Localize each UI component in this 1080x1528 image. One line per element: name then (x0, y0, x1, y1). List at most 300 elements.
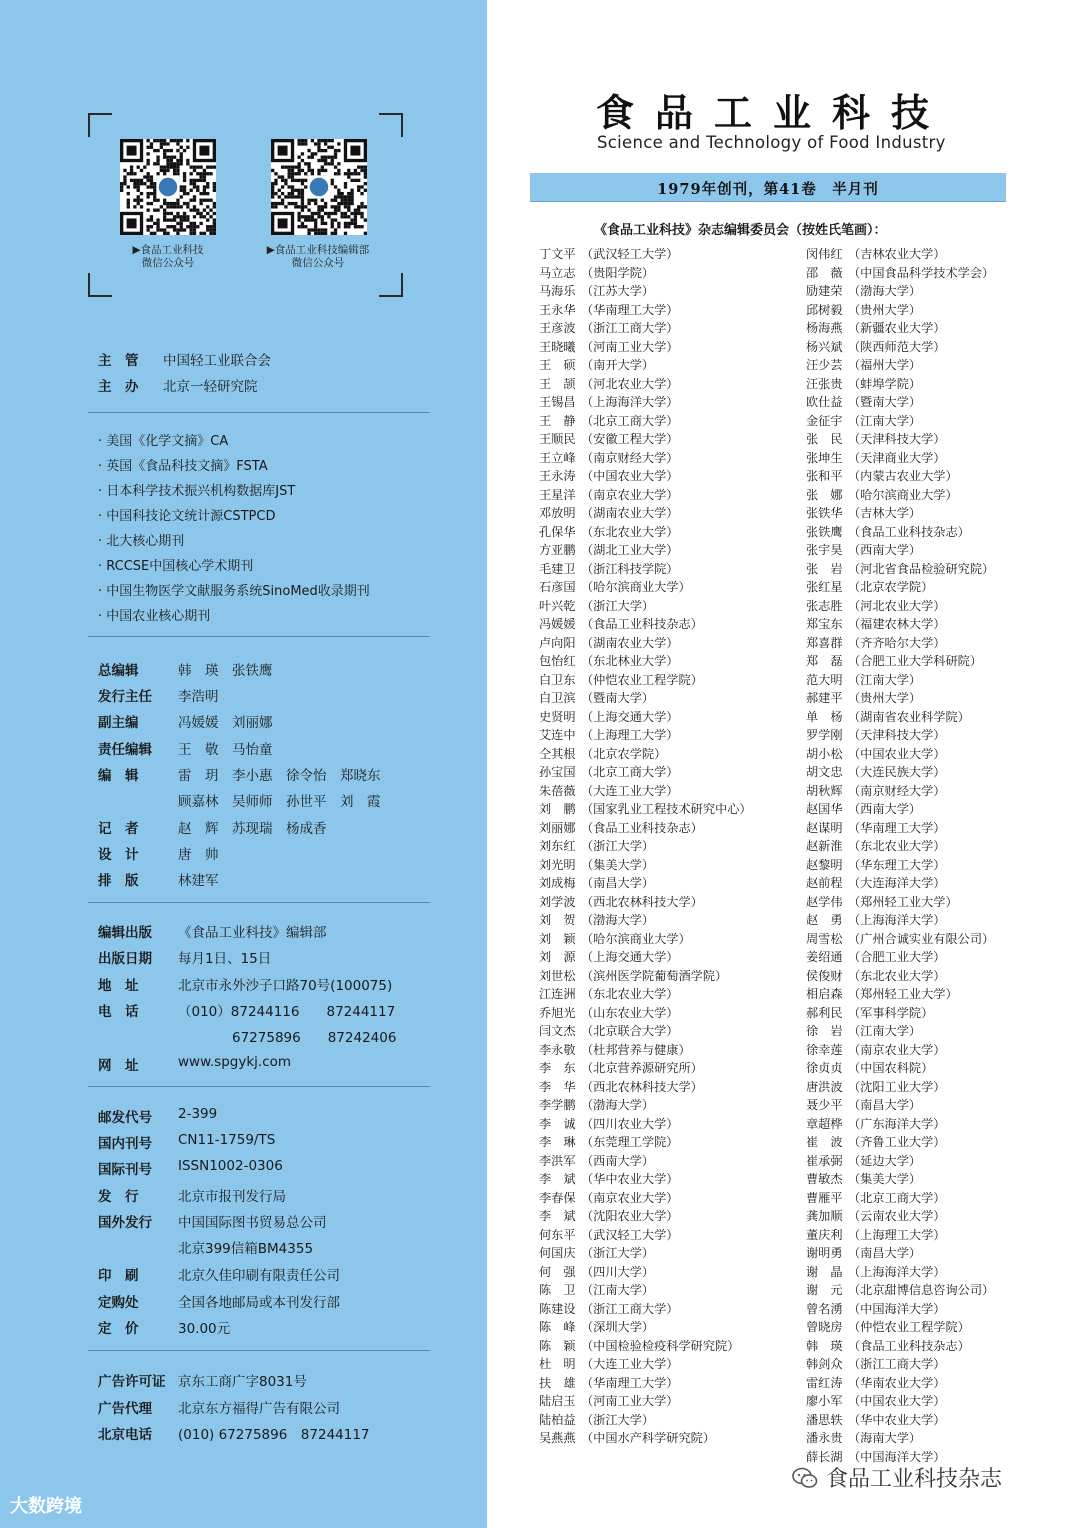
member-name: 单 杨 (806, 709, 843, 724)
distribution-value: 北京久佳印刷有限责任公司 (178, 1268, 340, 1284)
board-member (539, 1392, 752, 1411)
divider (88, 636, 430, 637)
staff-label: 排 版 (98, 873, 139, 889)
member-affiliation: （江南大学） (848, 413, 922, 428)
qr-caption-2 (253, 244, 383, 270)
staff-names: 唐 帅 (178, 847, 219, 863)
board-member (539, 1041, 752, 1060)
member-affiliation: （江南大学） (581, 1283, 655, 1297)
founding-band (530, 173, 1006, 202)
member-name: 汪张贵 (806, 376, 843, 391)
board-member (539, 745, 752, 764)
member-affiliation: （南京财经大学） (848, 783, 946, 798)
board-member (539, 597, 752, 616)
publishing-label: 出版日期 (98, 951, 152, 967)
board-member (539, 356, 752, 375)
board-member (539, 1263, 752, 1282)
divider (88, 902, 430, 903)
distribution-label: 国内刊号 (98, 1136, 152, 1152)
member-affiliation: （上海理工大学） (581, 728, 679, 742)
member-affiliation: （食品工业科技杂志） (581, 820, 703, 835)
member-name: 雷红涛 (806, 1375, 843, 1390)
member-affiliation: （哈尔滨商业大学） (581, 580, 691, 594)
staff-label: 总编辑 (98, 663, 139, 679)
publishing-label: 网 址 (98, 1058, 139, 1074)
index-item: · 北大核心期刊 (98, 534, 185, 549)
member-affiliation: （深圳大学） (581, 1320, 655, 1334)
member-affiliation: （食品工业科技杂志） (581, 617, 703, 631)
sponsor-value-supervisor: 中国轻工业联合会 (163, 353, 271, 369)
board-member (539, 301, 752, 320)
board-member (806, 1152, 994, 1171)
member-affiliation: （集美大学） (848, 1172, 922, 1186)
member-affiliation: （北京农学院） (581, 746, 667, 761)
member-affiliation: （内蒙古农业大学） (848, 469, 958, 483)
member-name: 张坤生 (806, 450, 843, 465)
member-name: 李 华 (539, 1079, 576, 1094)
member-affiliation: （集美大学） (581, 857, 655, 872)
member-name: 胡小松 (806, 746, 843, 761)
member-name: 王顺民 (539, 432, 576, 446)
member-name: 徐贞贞 (806, 1061, 843, 1075)
member-name: 潘永贵 (806, 1431, 843, 1445)
qr-code-wechat-editorial[interactable] (271, 139, 367, 235)
member-name: 王彦波 (539, 321, 576, 335)
member-affiliation: （齐鲁工业大学） (848, 1135, 946, 1149)
board-member (806, 449, 994, 468)
member-affiliation: （贵州大学） (848, 691, 922, 705)
member-affiliation: （四川大学） (581, 1264, 655, 1279)
board-member (539, 911, 752, 930)
member-affiliation: （浙江工商大学） (581, 1301, 679, 1316)
member-name: 刘丽娜 (539, 820, 576, 835)
index-item: · RCCSE中国核心学术期刊 (98, 559, 254, 574)
board-member (539, 560, 752, 579)
board-member (806, 671, 994, 690)
sponsor-label-host: 主 办 (98, 379, 139, 395)
member-name: 赵前程 (806, 876, 843, 890)
board-member (806, 708, 994, 727)
member-affiliation: （浙江工商大学） (581, 321, 679, 335)
publishing-value: （010）87244116 87244117 (178, 1004, 396, 1020)
member-affiliation: （大连海洋大学） (848, 876, 946, 890)
member-name: 陈 峰 (539, 1320, 576, 1334)
board-member (806, 782, 994, 801)
board-member (806, 1355, 994, 1374)
member-name: 包怡红 (539, 654, 576, 668)
member-name: 曾名湧 (806, 1301, 843, 1316)
board-member (539, 967, 752, 986)
member-name: 侯俊财 (806, 968, 843, 983)
board-member (806, 1244, 994, 1263)
member-name: 李 斌 (539, 1209, 576, 1223)
staff-names: 赵 辉 苏现瑞 杨成香 (178, 821, 327, 837)
member-affiliation: （食品工业科技杂志） (848, 524, 970, 539)
board-member (806, 652, 994, 671)
board-member (539, 523, 752, 542)
member-name: 仝其根 (539, 746, 576, 761)
member-affiliation: （中国农业大学） (848, 1394, 946, 1408)
member-name: 郝利民 (806, 1005, 843, 1020)
member-affiliation: （北京工商大学） (581, 413, 679, 428)
member-name: 陈建设 (539, 1301, 576, 1316)
board-member (539, 319, 752, 338)
member-name: 刘 源 (539, 950, 576, 964)
index-item: · 中国生物医学文献服务系统SinoMed收录期刊 (98, 584, 370, 599)
board-member (806, 504, 994, 523)
distribution-value: CN11-1759/TS (178, 1132, 276, 1148)
member-name: 王永华 (539, 302, 576, 317)
member-name: 张 岩 (806, 561, 843, 576)
qr-caption-1-line2: 微信公众号 (141, 257, 195, 269)
board-member (806, 1411, 994, 1430)
member-name: 赵黎明 (806, 857, 843, 872)
member-name: 赵学伟 (806, 894, 843, 909)
member-name: 张铁华 (806, 506, 843, 520)
masthead-title-en: Science and Technology of Food Industry (597, 133, 946, 152)
frame-corner-top-left (88, 113, 112, 137)
board-member (539, 1170, 752, 1189)
member-affiliation: （东莞理工学院） (581, 1135, 679, 1149)
member-affiliation: （北京工商大学） (848, 1190, 946, 1205)
board-member (539, 245, 752, 264)
member-affiliation: （齐齐哈尔大学） (848, 635, 946, 650)
member-name: 王永涛 (539, 469, 576, 483)
member-name: 曹雁平 (806, 1190, 843, 1205)
member-affiliation: （大连民族大学） (848, 765, 946, 779)
member-affiliation: （上海海洋大学） (848, 913, 946, 927)
member-affiliation: （北京工商大学） (581, 765, 679, 779)
board-member (539, 948, 752, 967)
board-member (539, 1133, 752, 1152)
member-name: 聂少平 (806, 1098, 843, 1112)
board-member (539, 652, 752, 671)
member-name: 王立峰 (539, 450, 576, 465)
member-name: 谢明勇 (806, 1246, 843, 1260)
index-item: · 中国科技论文统计源CSTPCD (98, 509, 276, 524)
distribution-value: 中国国际图书贸易总公司 (178, 1215, 327, 1231)
member-affiliation: （华中农业大学） (848, 1412, 946, 1427)
board-member (806, 541, 994, 560)
board-member (806, 356, 994, 375)
member-name: 李永敬 (539, 1042, 576, 1057)
publishing-label: 编辑出版 (98, 925, 152, 941)
member-affiliation: （山东农业大学） (581, 1005, 679, 1020)
member-affiliation: （沈阳农业大学） (581, 1209, 679, 1223)
member-name: 扶 雄 (539, 1375, 576, 1390)
board-member (539, 985, 752, 1004)
staff-names: 冯媛媛 刘丽娜 (178, 715, 273, 731)
member-affiliation: （华中农业大学） (581, 1172, 679, 1186)
member-name: 江连洲 (539, 987, 576, 1001)
publishing-value: www.spgykj.com (178, 1054, 292, 1070)
board-member (539, 874, 752, 893)
member-name: 乔旭光 (539, 1005, 576, 1020)
member-affiliation: （吉林农业大学） (848, 247, 946, 261)
board-member (806, 1392, 994, 1411)
distribution-label: 国外发行 (98, 1215, 152, 1231)
staff-names: 韩 瑛 张铁鹰 (178, 663, 273, 679)
member-name: 罗学刚 (806, 728, 843, 742)
board-member (539, 893, 752, 912)
member-affiliation: （中国食品科学技术学会） (848, 265, 995, 280)
member-affiliation: （暨南大学） (581, 691, 655, 705)
member-name: 崔承弼 (806, 1153, 843, 1168)
publishing-label: 电 话 (98, 1004, 139, 1020)
member-affiliation: （哈尔滨商业大学） (848, 487, 958, 502)
board-member (806, 245, 994, 264)
member-affiliation: （合肥工业大学） (848, 950, 946, 964)
board-member (806, 1337, 994, 1356)
publishing-value: 每月1日、15日 (178, 951, 272, 967)
member-affiliation: （郑州轻工业大学） (848, 894, 958, 909)
advertising-label: 广告代理 (98, 1401, 152, 1417)
board-column-left (539, 245, 752, 1448)
member-affiliation: （西南大学） (848, 543, 922, 557)
member-name: 范大明 (806, 672, 843, 687)
member-name: 姜绍通 (806, 950, 843, 964)
board-member (539, 1189, 752, 1208)
publishing-value: 北京市永外沙子口路70号(100075) (178, 978, 393, 994)
board-member (806, 1004, 994, 1023)
member-name: 刘 贺 (539, 913, 576, 927)
member-affiliation: （云南农业大学） (848, 1209, 946, 1223)
member-name: 冯媛媛 (539, 617, 576, 631)
board-member (806, 1059, 994, 1078)
distribution-label: 发 行 (98, 1189, 139, 1205)
board-member (806, 375, 994, 394)
member-name: 陆启玉 (539, 1394, 576, 1408)
member-name: 张和平 (806, 469, 843, 483)
distribution-value: 30.00元 (178, 1321, 231, 1337)
member-affiliation: （上海交通大学） (581, 709, 679, 724)
board-member (539, 541, 752, 560)
board-member (539, 578, 752, 597)
member-name: 王 静 (539, 413, 576, 428)
staff-names: 顾嘉林 吴师师 孙世平 刘 霞 (178, 794, 381, 810)
board-member (806, 486, 994, 505)
member-name: 薛长湖 (806, 1449, 843, 1464)
member-name: 潘思轶 (806, 1412, 843, 1427)
board-member (806, 948, 994, 967)
sponsor-value-host: 北京一轻研究院 (163, 379, 258, 395)
board-member (806, 800, 994, 819)
member-name: 韩 瑛 (806, 1338, 843, 1353)
member-name: 赵新淮 (806, 839, 843, 853)
staff-label: 编 辑 (98, 768, 139, 784)
board-member (806, 1207, 994, 1226)
board-member (806, 763, 994, 782)
board-title: 《食品工业科技》杂志编辑委员会（按姓氏笔画）： (594, 223, 887, 238)
member-name: 李春保 (539, 1190, 576, 1205)
board-member (806, 578, 994, 597)
board-member (806, 264, 994, 283)
member-affiliation: （蚌埠学院） (848, 376, 922, 391)
frame-corner-bottom-right (379, 273, 403, 297)
board-member (539, 1429, 752, 1448)
member-affiliation: （上海理工大学） (848, 1227, 946, 1242)
member-name: 卢向阳 (539, 635, 576, 650)
board-member (539, 671, 752, 690)
board-member (806, 1263, 994, 1282)
member-name: 陈 卫 (539, 1283, 576, 1297)
member-affiliation: （华南农业大学） (848, 1375, 946, 1390)
member-affiliation: （天津商业大学） (848, 450, 946, 465)
board-member (806, 1226, 994, 1245)
member-affiliation: （中国农科院） (848, 1061, 934, 1075)
member-name: 何国庆 (539, 1246, 576, 1260)
advertising-label: 北京电话 (98, 1427, 152, 1443)
member-affiliation: （滨州医学院葡萄酒学院） (581, 968, 728, 983)
member-affiliation: （南昌大学） (848, 1246, 922, 1260)
board-member (539, 819, 752, 838)
publishing-value: 67275896 87242406 (178, 1030, 397, 1046)
member-affiliation: （天津科技大学） (848, 728, 946, 742)
member-name: 王 硕 (539, 358, 576, 372)
board-member (539, 375, 752, 394)
member-affiliation: （东北农业大学） (848, 968, 946, 983)
qr-code-wechat-official[interactable] (120, 139, 216, 235)
board-member (806, 597, 994, 616)
member-affiliation: （南昌大学） (848, 1098, 922, 1112)
board-member (806, 1170, 994, 1189)
board-member (539, 430, 752, 449)
member-name: 郝建平 (806, 691, 843, 705)
member-name: 刘世松 (539, 968, 576, 983)
member-affiliation: （杜邦营养与健康） (581, 1042, 691, 1057)
board-member (539, 467, 752, 486)
watermark-left-text: 大数跨境 (10, 1496, 82, 1517)
board-member (539, 1318, 752, 1337)
member-affiliation: （上海海洋大学） (848, 1264, 946, 1279)
member-name: 方亚鹏 (539, 543, 576, 557)
member-affiliation: （合肥工业大学科研院） (848, 654, 983, 668)
member-affiliation: （南京农业大学） (581, 1190, 679, 1205)
member-affiliation: （郑州轻工业大学） (848, 987, 958, 1001)
distribution-label: 定 价 (98, 1321, 139, 1337)
distribution-value: 全国各地邮局或本刊发行部 (178, 1295, 340, 1311)
member-name: 廖小军 (806, 1394, 843, 1408)
board-member (806, 911, 994, 930)
board-member (806, 874, 994, 893)
distribution-value: 2-399 (178, 1106, 218, 1122)
member-affiliation: （东北林业大学） (581, 654, 679, 668)
member-name: 汪少芸 (806, 358, 843, 372)
index-item: · 美国《化学文摘》CA (98, 434, 229, 449)
board-member (539, 1300, 752, 1319)
divider (88, 412, 430, 413)
member-affiliation: （河南工业大学） (581, 339, 679, 354)
board-member (806, 430, 994, 449)
member-name: 孙宝国 (539, 765, 576, 779)
member-name: 李 斌 (539, 1172, 576, 1186)
member-affiliation: （南京农业大学） (581, 487, 679, 502)
board-member (806, 856, 994, 875)
member-name: 刘成梅 (539, 876, 576, 890)
member-name: 王晓曦 (539, 339, 576, 354)
member-affiliation: （华南理工大学） (581, 302, 679, 317)
member-affiliation: （中国海洋大学） (848, 1301, 946, 1316)
distribution-label: 定购处 (98, 1295, 139, 1311)
staff-names: 林建军 (178, 873, 219, 889)
member-affiliation: （浙江工商大学） (848, 1357, 946, 1371)
member-name: 张 民 (806, 432, 843, 446)
member-name: 丁文平 (539, 247, 576, 261)
member-name: 赵谋明 (806, 820, 843, 835)
member-affiliation: （河北农业大学） (581, 376, 679, 391)
member-affiliation: （华南理工大学） (581, 1375, 679, 1390)
board-member (806, 745, 994, 764)
member-affiliation: （武汉轻工大学） (581, 1227, 679, 1242)
board-member (539, 1022, 752, 1041)
board-member (539, 1244, 752, 1263)
member-name: 杜 明 (539, 1357, 576, 1371)
member-affiliation: （华东理工大学） (848, 857, 946, 872)
member-affiliation: （浙江大学） (581, 1246, 655, 1260)
member-name: 王 颉 (539, 376, 576, 391)
board-member (806, 1281, 994, 1300)
board-member (806, 1022, 994, 1041)
member-affiliation: （四川农业大学） (581, 1116, 679, 1131)
member-affiliation: （陕西师范大学） (848, 339, 946, 354)
member-affiliation: （福建农林大学） (848, 617, 946, 631)
watermark-left (10, 1492, 82, 1518)
staff-names: 李浩明 (178, 689, 219, 705)
member-affiliation: （新疆农业大学） (848, 321, 946, 335)
board-member (806, 560, 994, 579)
index-item: · 英国《食品科技文摘》FSTA (98, 459, 268, 474)
board-member (806, 615, 994, 634)
board-member (806, 523, 994, 542)
member-affiliation: （渤海大学） (581, 913, 655, 927)
member-affiliation: （大连工业大学） (581, 783, 679, 798)
board-member (806, 319, 994, 338)
board-member (539, 837, 752, 856)
board-member (806, 819, 994, 838)
board-member (806, 1078, 994, 1097)
board-member (539, 782, 752, 801)
member-affiliation: （仲恺农业工程学院） (848, 1320, 970, 1334)
board-member (806, 282, 994, 301)
board-member (539, 726, 752, 745)
staff-label: 记 者 (98, 821, 139, 837)
member-name: 刘东红 (539, 839, 576, 853)
distribution-value: 北京399信箱BM4355 (178, 1241, 314, 1257)
board-member (806, 1189, 994, 1208)
member-affiliation: （湖南省农业科学院） (848, 709, 970, 724)
board-member (539, 930, 752, 949)
member-affiliation: （延边大学） (848, 1153, 922, 1168)
member-affiliation: （西南大学） (848, 802, 922, 816)
board-member (539, 689, 752, 708)
board-member (539, 486, 752, 505)
member-affiliation: （国家乳业工程技术研究中心） (581, 802, 752, 816)
board-member (539, 1281, 752, 1300)
wechat-icon (792, 1467, 818, 1489)
member-name: 郑 磊 (806, 654, 843, 668)
publishing-label: 地 址 (98, 978, 139, 994)
member-name: 欧仕益 (806, 395, 843, 409)
board-member (539, 1115, 752, 1134)
member-affiliation: （西北农林科技大学） (581, 894, 703, 909)
member-name: 吴燕燕 (539, 1431, 576, 1445)
member-name: 石彦国 (539, 580, 576, 594)
member-name: 邱树毅 (806, 302, 843, 317)
member-affiliation: （河北农业大学） (848, 598, 946, 613)
board-member (806, 1115, 994, 1134)
member-affiliation: （东北农业大学） (581, 987, 679, 1001)
member-affiliation: （福州大学） (848, 358, 922, 372)
